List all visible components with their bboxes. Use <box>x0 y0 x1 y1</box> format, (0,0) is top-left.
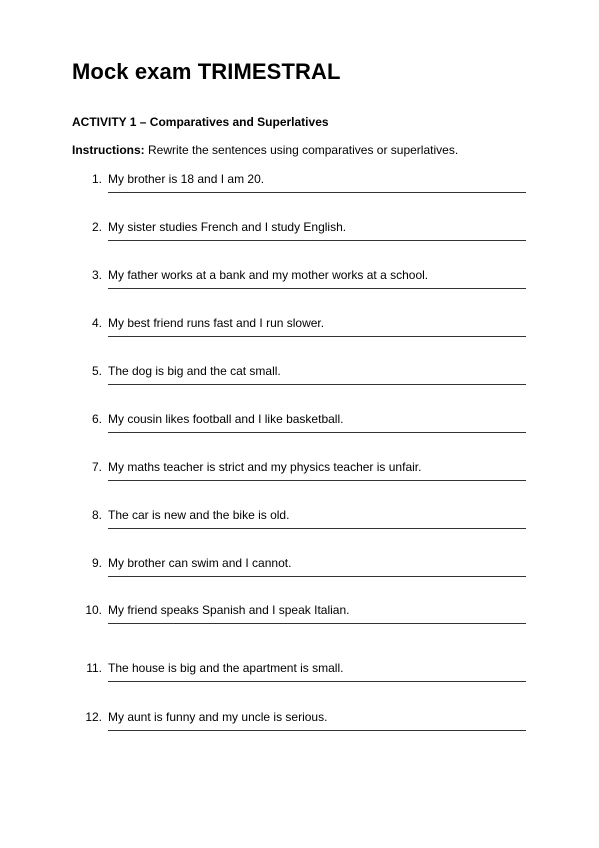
exercise-item <box>0 556 599 586</box>
item-number: 1. <box>91 172 102 186</box>
item-number: 3. <box>91 268 102 282</box>
item-sentence: My maths teacher is strict and my physics teacher is unfair. <box>108 460 422 474</box>
answer-line[interactable] <box>108 681 526 682</box>
item-number: 11. <box>86 661 102 675</box>
item-number: 9. <box>91 556 102 570</box>
item-number: 12. <box>85 710 102 724</box>
item-sentence: My friend speaks Spanish and I speak Italian. <box>108 603 350 617</box>
exercise-item <box>0 220 599 250</box>
exercise-item <box>0 172 599 202</box>
item-number: 4. <box>91 316 102 330</box>
item-number: 6. <box>91 412 102 426</box>
item-number: 8. <box>91 508 102 522</box>
activity-heading: ACTIVITY 1 – Comparatives and Superlatives <box>72 115 329 129</box>
exercise-item <box>0 508 599 538</box>
item-sentence: My best friend runs fast and I run slower. <box>108 316 325 330</box>
item-sentence: My father works at a bank and my mother works at a school. <box>108 268 429 282</box>
answer-line[interactable] <box>108 336 526 337</box>
exercise-item <box>0 316 599 346</box>
item-sentence: The car is new and the bike is old. <box>108 508 290 522</box>
exercise-item <box>0 710 599 740</box>
answer-line[interactable] <box>108 730 526 731</box>
item-sentence: My brother is 18 and I am 20. <box>108 172 265 186</box>
instructions-label: Instructions: <box>72 143 145 157</box>
answer-line[interactable] <box>108 192 526 193</box>
exercise-item <box>0 412 599 442</box>
instructions <box>72 143 458 157</box>
answer-line[interactable] <box>108 528 526 529</box>
exercise-item <box>0 603 599 633</box>
answer-line[interactable] <box>108 384 526 385</box>
item-sentence: My cousin likes football and I like basketball. <box>108 412 344 426</box>
exercise-item <box>0 661 599 691</box>
exercise-item <box>0 364 599 394</box>
item-sentence: My sister studies French and I study English. <box>108 220 347 234</box>
answer-line[interactable] <box>108 240 526 241</box>
answer-line[interactable] <box>108 288 526 289</box>
item-sentence: My aunt is funny and my uncle is serious. <box>108 710 328 724</box>
answer-line[interactable] <box>108 432 526 433</box>
item-sentence: My brother can swim and I cannot. <box>108 556 292 570</box>
item-sentence: The dog is big and the cat small. <box>108 364 281 378</box>
instructions-text: Rewrite the sentences using comparatives or superlatives. <box>144 143 459 157</box>
exercise-item <box>0 460 599 490</box>
item-number: 7. <box>91 460 102 474</box>
answer-line[interactable] <box>108 623 526 624</box>
answer-line[interactable] <box>108 480 526 481</box>
item-number: 10. <box>85 603 102 617</box>
item-number: 5. <box>91 364 102 378</box>
document-title: Mock exam TRIMESTRAL <box>72 59 341 84</box>
item-number: 2. <box>91 220 102 234</box>
answer-line[interactable] <box>108 576 526 577</box>
item-sentence: The house is big and the apartment is small. <box>108 661 344 675</box>
exercise-item <box>0 268 599 298</box>
